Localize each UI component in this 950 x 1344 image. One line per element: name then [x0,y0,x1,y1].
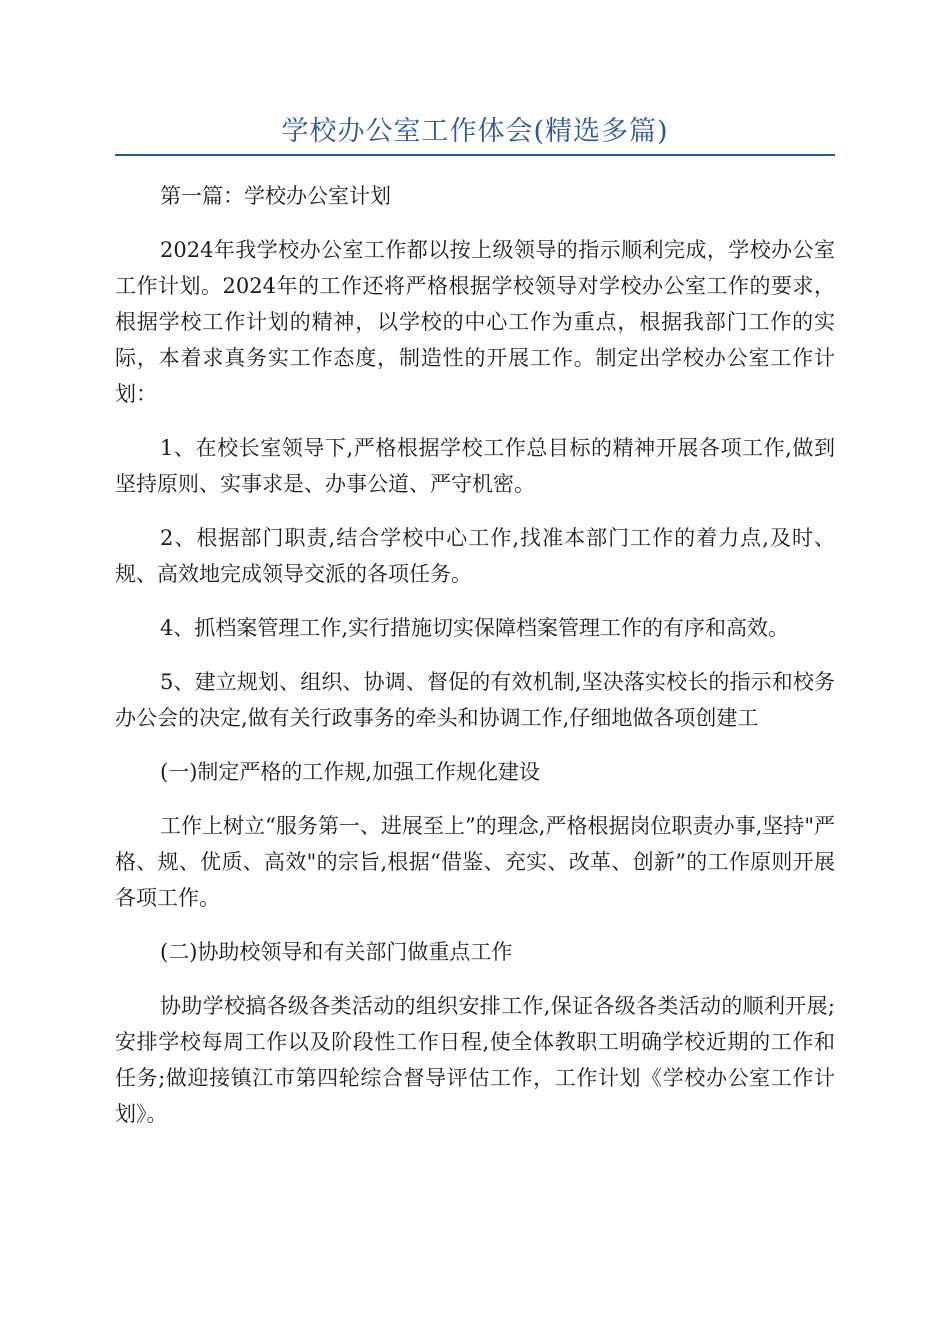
document-title: 学校办公室工作体会(精选多篇) [281,116,669,147]
paragraph-assist: 协助学校搞各级各类活动的组织安排工作,保证各级各类活动的顺利开展;安排学校每周工作以及阶段性工作日程,使全体教职工明确学校近期的工作和任务;做迎接镇江市第四轮综合督导评估工作，工作计划《学校办公室工作计划》。 [115,994,835,1126]
paragraph-item-1: 1、在校长室领导下,严格根据学校工作总目标的精神开展各项工作,做到坚持原则、实事求是、办事公道、严守机密。 [115,436,835,496]
section-heading-first: 第一篇：学校办公室计划 [160,184,391,208]
subheading-2: (二)协助校领导和有关部门做重点工作 [160,940,513,964]
paragraph-intro: 2024年我学校办公室工作都以按上级领导的指示顺利完成，学校办公室工作计划。2024年的工作还将严格根据学校领导对学校办公室工作的要求，根据学校工作计划的精神，以学校的中心工作为重点，根据我部门工作的实际，本着求真务实工作态度，制造性的开展工作。制定出学校办公室工作计划： [115,238,835,406]
document-body [115,178,835,1150]
paragraph-item-5: 5、建立规划、组织、协调、督促的有效机制,坚决落实校长的指示和校务办公会的决定,做有关行政事务的牵头和协调工作,仔细地做各项创建工 [115,670,835,730]
title-underline [115,154,835,156]
paragraph-item-4: 4、抓档案管理工作,实行措施切实保障档案管理工作的有序和高效。 [160,616,790,640]
paragraph-service: 工作上树立“服务第一、进展至上”的理念,严格根据岗位职责办事,坚持"严格、规、优质、高效"的宗旨,根据“借鉴、充实、改革、创新”的工作原则开展各项工作。 [115,814,835,910]
paragraph-item-2: 2、根据部门职责,结合学校中心工作,找准本部门工作的着力点,及时、规、高效地完成领导交派的各项任务。 [115,526,835,586]
subheading-1: (一)制定严格的工作规,加强工作规化建设 [160,760,541,784]
